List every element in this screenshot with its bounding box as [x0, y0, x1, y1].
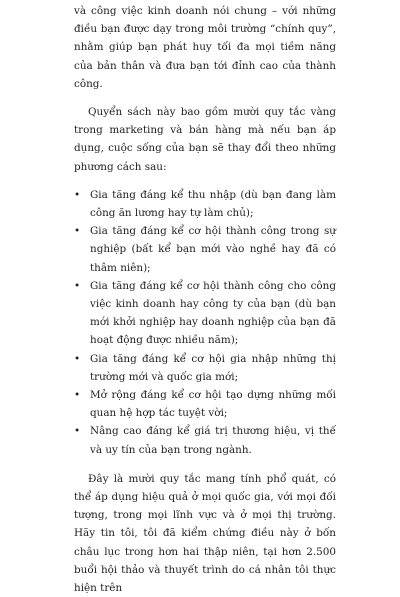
list-item — [74, 222, 336, 277]
list-item — [74, 422, 336, 458]
bullet-icon: • — [74, 225, 81, 238]
list-item — [74, 277, 336, 350]
list-item-text: Gia tăng đáng kể cơ hội gia nhập những thị trường mới và quốc gia mới; — [90, 352, 336, 383]
list-item — [74, 350, 336, 386]
bullet-icon: • — [74, 279, 81, 292]
list-item-text: Gia tăng đáng kể cơ hội thành công trong sự nghiệp (bất kể bạn mới vào nghề hay đã có thâm niên); — [90, 225, 336, 274]
closing-paragraph: Đây là mười quy tắc mang tính phổ quát, có thể áp dụng hiệu quả ở mọi quốc gia, với mọi đối tượng, trong mọi lĩnh vực và ở mọi thị trường. Hãy tin tôi, tôi đã kiểm chứng điều này ở bốn châu lục trong hơn hai thập niên, tại hơn 2.500 buổi hội thảo và thuyết trình do cá nhân tôi thực hiện trên — [74, 472, 336, 595]
bullet-icon: • — [74, 389, 81, 402]
list-item-text: Gia tăng đáng kể thu nhập (dù bạn đang làm công ăn lương hay tự làm chủ); — [90, 188, 336, 220]
list-item — [74, 386, 336, 422]
page-body — [74, 2, 336, 597]
bullet-icon: • — [74, 425, 81, 438]
list-item-text: Gia tăng đáng kể cơ hội thành công cho công việc kinh doanh hay công ty của bạn (dù bạn mới khởi nghiệp hay doanh nghiệp của bạn đã hoạt động được nhiều năm); — [90, 279, 336, 347]
opening-paragraph: và công việc kinh doanh nói chung – với những điều bạn được dạy trong môi trường “chính quy”, nhằm giúp bạn phát huy tối đa mọi tiềm năng của bản thân và đưa bạn tới đỉnh cao của thành công. — [74, 5, 336, 90]
benefits-list — [74, 186, 336, 459]
bullet-icon: • — [74, 188, 81, 201]
list-item-text: Mở rộng đáng kể cơ hội tạo dựng những mối quan hệ hợp tác tuyệt vời; — [90, 389, 336, 420]
bullet-icon: • — [74, 352, 81, 365]
list-item-text: Nâng cao đáng kể giá trị thương hiệu, vị thế và uy tín của bạn trong ngành. — [90, 425, 336, 456]
intro-paragraph: Quyển sách này bao gồm mười quy tắc vàng trong marketing và bán hàng mà nếu bạn áp dụng, cuộc sống của bạn sẽ thay đổi theo những phương cách sau: — [74, 106, 336, 173]
list-item — [74, 186, 336, 222]
